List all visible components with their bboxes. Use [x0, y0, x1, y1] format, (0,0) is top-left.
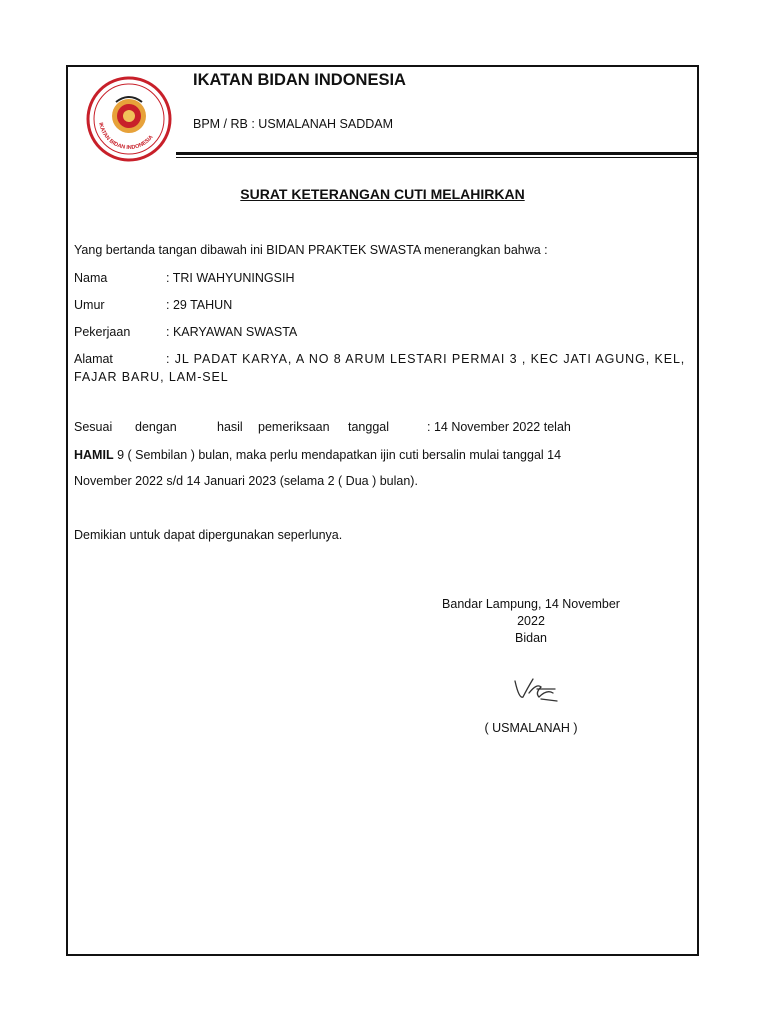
- para1-word-5: tanggal: [348, 420, 390, 434]
- signature-place-date: Bandar Lampung, 14 November: [442, 597, 620, 611]
- org-name: IKATAN BIDAN INDONESIA: [193, 71, 406, 89]
- document-title: SURAT KETERANGAN CUTI MELAHIRKAN: [240, 186, 525, 202]
- para2-text: 9 ( Sembilan ) bulan, maka perlu mendapatkan ijin cuti bersalin mulai tanggal 14: [117, 448, 562, 462]
- closing-text: Demikian untuk dapat dipergunakan seperlunya.: [74, 528, 343, 542]
- header-rule-thin: [176, 157, 697, 158]
- field-value-umur: : 29 TAHUN: [166, 298, 233, 312]
- handwritten-signature: [511, 671, 563, 707]
- para1-word-4: pemeriksaan: [258, 420, 330, 434]
- field-value-pekerjaan: : KARYAWAN SWASTA: [166, 325, 298, 339]
- para1-word-2: dengan: [135, 420, 177, 434]
- field-value-nama: : TRI WAHYUNINGSIH: [166, 271, 295, 285]
- para3-text: November 2022 s/d 14 Januari 2023 (selama 2 ( Dua ) bulan).: [74, 474, 418, 488]
- field-value-alamat: : JL PADAT KARYA, A NO 8 ARUM LESTARI PERMAI 3 , KEC JATI AGUNG, KEL,: [166, 352, 686, 366]
- field-label-umur: Umur: [74, 298, 105, 312]
- ibi-logo: [86, 76, 172, 162]
- bpm-line: BPM / RB : USMALANAH SADDAM: [193, 117, 394, 131]
- header-rule-thick: [176, 152, 697, 155]
- intro-text: Yang bertanda tangan dibawah ini BIDAN PRAKTEK SWASTA menerangkan bahwa :: [74, 243, 548, 257]
- field-label-alamat: Alamat: [74, 352, 113, 366]
- para2-hamil: HAMIL: [74, 448, 114, 462]
- svg-text:IKATAN BIDAN INDONESIA: IKATAN BIDAN INDONESIA: [97, 122, 155, 152]
- signature-year: 2022: [517, 614, 545, 628]
- para1-word-1: Sesuai: [74, 420, 113, 434]
- field-label-nama: Nama: [74, 271, 108, 285]
- document-frame: [66, 65, 699, 956]
- signature-name: ( USMALANAH ): [484, 721, 578, 735]
- field-label-pekerjaan: Pekerjaan: [74, 325, 131, 339]
- signature-role: Bidan: [515, 631, 547, 645]
- para1-word-3: hasil: [217, 420, 243, 434]
- para1-date: : 14 November 2022 telah: [427, 420, 571, 434]
- field-value-alamat-cont: FAJAR BARU, LAM-SEL: [74, 370, 229, 384]
